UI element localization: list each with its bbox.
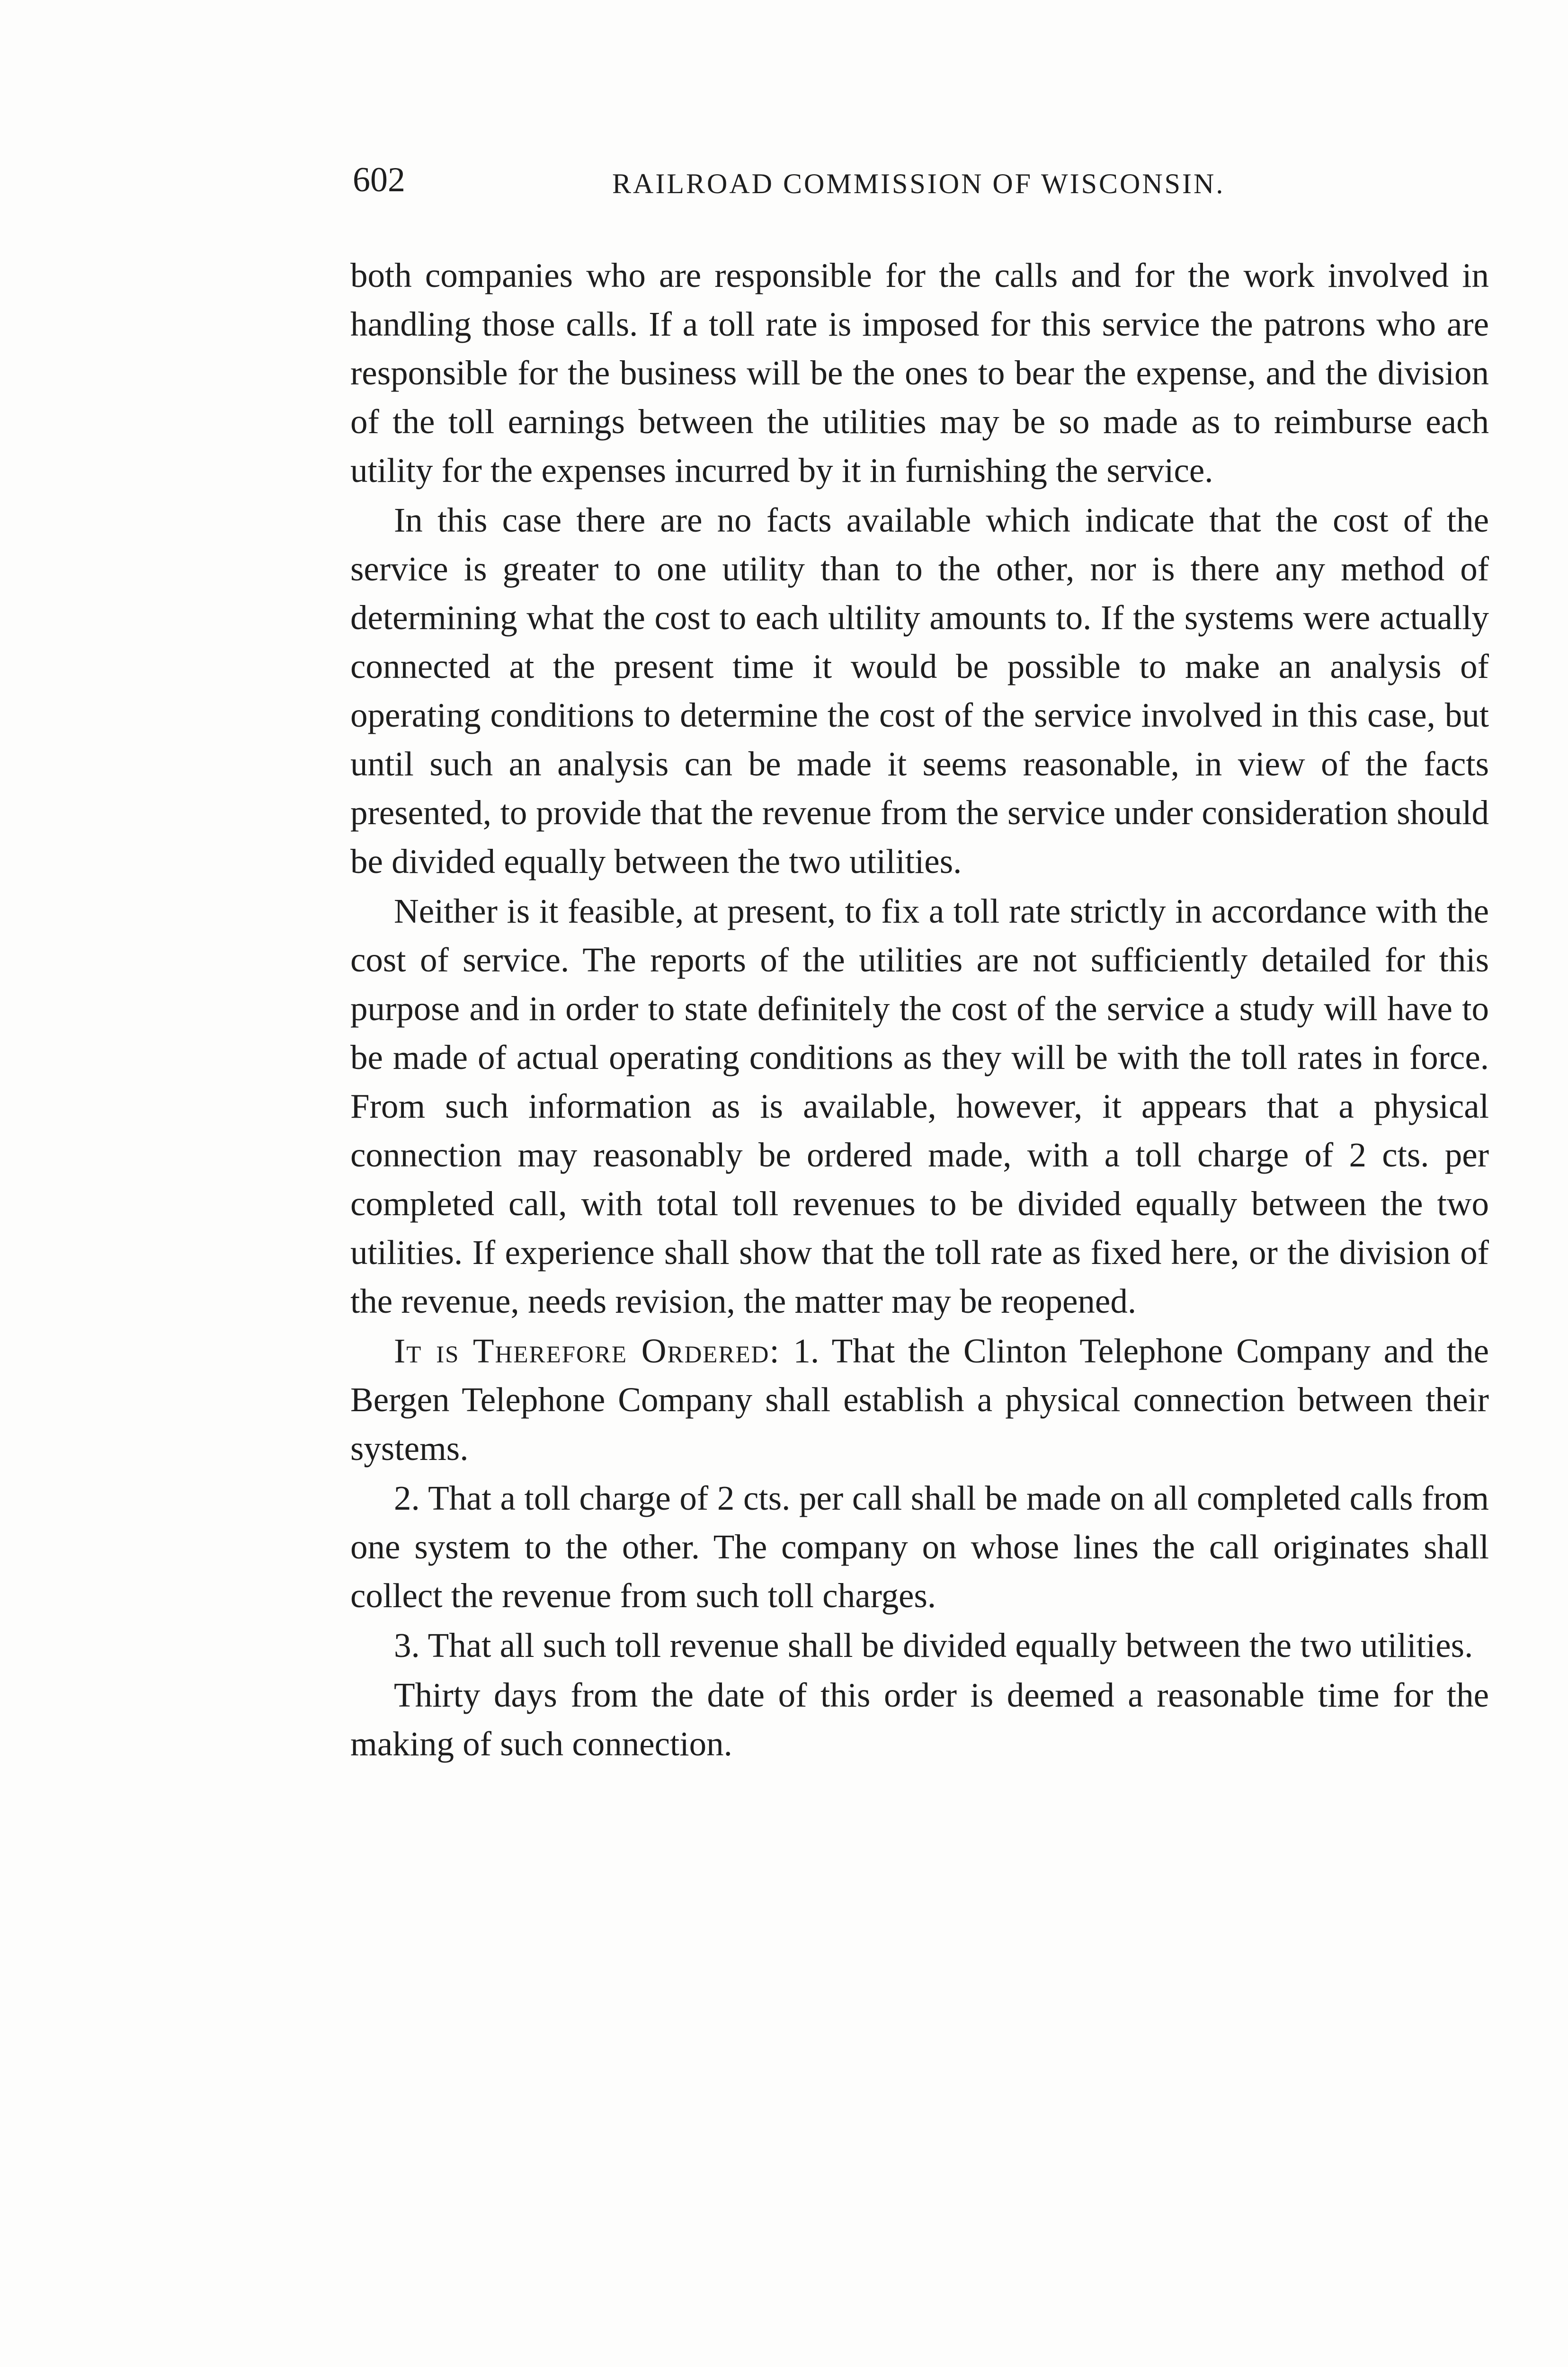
order-1-text: 1. That the Clinton Telephone Company and the Bergen Telephone Company shall establish a physical connection between their systems. — [350, 1332, 1489, 1468]
paragraph-order-2: 2. That a toll charge of 2 cts. per call shall be made on all completed calls from one system to the other. The company on whose lines the call originates shall collect the revenue from such toll charges. — [350, 1479, 1489, 1615]
paragraph-continued: both companies who are responsible for the calls and for the work involved in handling those calls. If a toll rate is imposed for this service the patrons who are responsible for the business will be the ones to bear the expense, and the division of the toll earnings between the utilities may be so made as to reimburse each utility for the expenses incurred by it in furnishing the service. — [350, 256, 1489, 489]
paragraph-toll-rate: Neither is it feasible, at present, to fix a toll rate strictly in accordance with the cost of service. The reports of the utilities are not sufficiently detailed for this purpose and in order to state definitely the cost of the service a study will have to be made of actual operating conditions as they will be with the toll rates in force. From such information as is available, however, it appears that a physical connection may reasonably be ordered made, with a toll charge of 2 cts. per completed call, with total toll revenues to be divided equally between the two utilities. If experience shall show that the toll rate as fixed here, or the division of the revenue, needs revision, the matter may be reopened. — [350, 892, 1489, 1320]
body-text — [350, 251, 1489, 1768]
paragraph-time-limit: Thirty days from the date of this order is deemed a reasonable time for the making of such connection. — [350, 1676, 1489, 1763]
paragraph-cost-analysis: In this case there are no facts available which indicate that the cost of the service is greater to one utility than to the other, nor is there any method of determining what the cost to each ultility amounts to. If the systems were actually connected at the present time it would be possible to make an analysis of operating conditions to determine the cost of the service involved in this case, but until such an analysis can be made it seems reasonable, in view of the facts presented, to provide that the revenue from the service under consideration should be divided equally between the two utilities. — [350, 501, 1489, 881]
running-head: RAILROAD COMMISSION OF WISCONSIN. — [612, 168, 1225, 199]
page-header — [353, 156, 1489, 208]
paragraph-order-1 — [350, 1326, 1489, 1473]
order-lead-in: It is Therefore Ordered: — [394, 1332, 780, 1370]
paragraph-order-3: 3. That all such toll revenue shall be divided equally between the two utilities. — [394, 1626, 1473, 1664]
page-number: 602 — [353, 160, 405, 199]
